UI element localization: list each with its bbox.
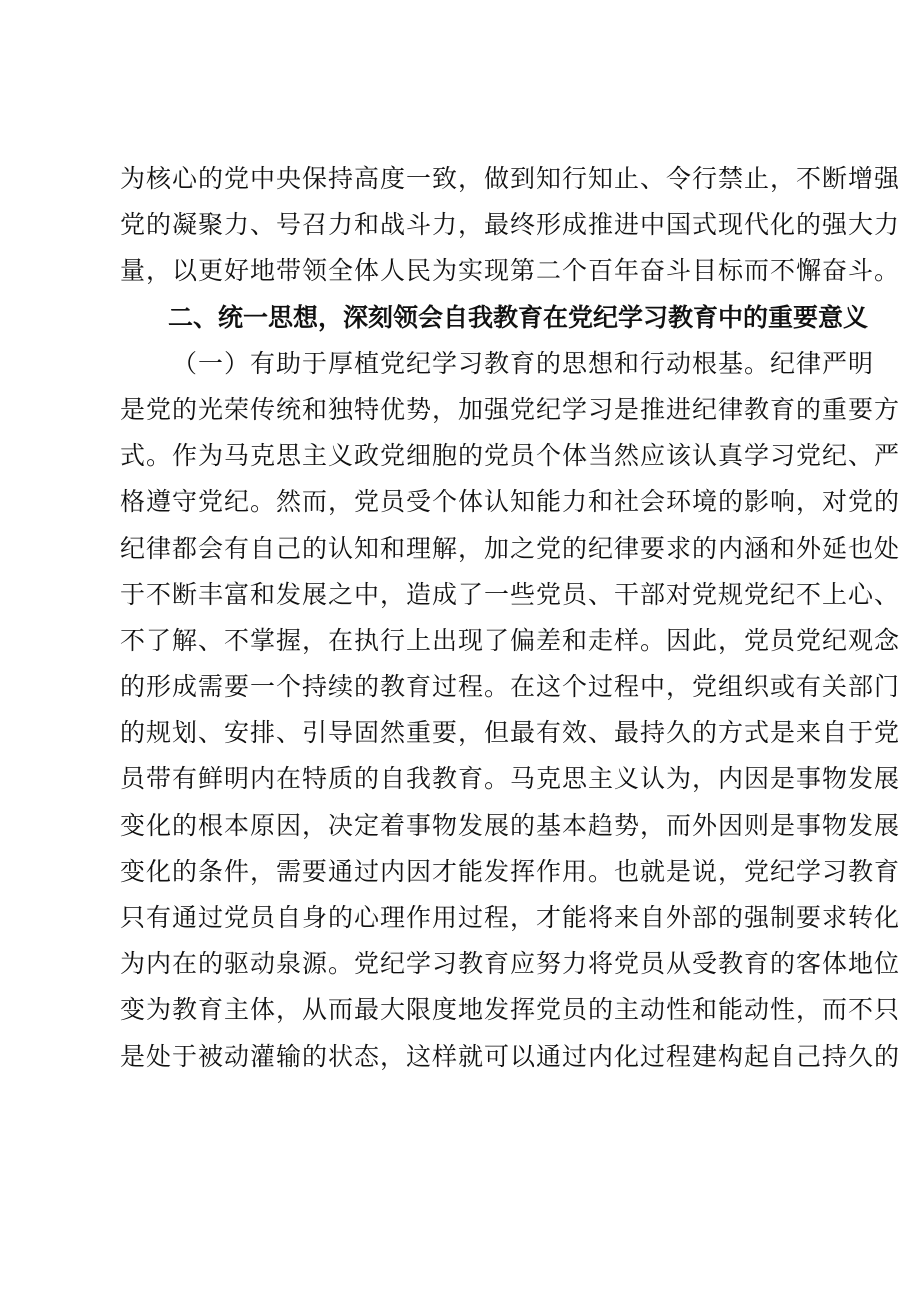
paragraph-line: 不了解、不掌握，在执行上出现了偏差和走样。因此，党员党纪观念 [120, 625, 901, 655]
paragraph-line: 的形成需要一个持续的教育过程。在这个过程中，党组织或有关部门 [120, 672, 901, 702]
paragraph-line: 格遵守党纪。然而，党员受个体认知能力和社会环境的影响，对党的 [120, 487, 901, 517]
paragraph-line: 式。作为马克思主义政党细胞的党员个体当然应该认真学习党纪、严 [120, 441, 901, 471]
paragraph-line: 为核心的党中央保持高度一致，做到知行知止、令行禁止，不断增强 [120, 164, 901, 193]
paragraph-line: 于不断丰富和发展之中，造成了一些党员、干部对党规党纪不上心、 [120, 579, 901, 609]
paragraph-line: 变为教育主体，从而最大限度地发挥党员的主动性和能动性，而不只 [120, 995, 901, 1025]
paragraph-line: 是处于被动灌输的状态，这样就可以通过内化过程建构起自己持久的 [120, 1041, 901, 1071]
paragraph-line: 员带有鲜明内在特质的自我教育。马克思主义认为，内因是事物发展 [120, 764, 901, 794]
paragraph-line: 只有通过党员自身的心理作用过程，才能将来自外部的强制要求转化 [120, 903, 901, 932]
paragraph-line: 为内在的驱动泉源。党纪学习教育应努力将党员从受教育的客体地位 [120, 949, 901, 979]
section-heading: 二、统一思想，深刻领会自我教育在党纪学习教育中的重要意义 [168, 302, 869, 332]
document-body [120, 156, 901, 1080]
paragraph-line: 的规划、安排、引导固然重要，但最有效、最持久的方式是来自于党 [120, 718, 901, 748]
paragraph-line: 纪律都会有自己的认知和理解，加之党的纪律要求的内涵和外延也处 [120, 533, 901, 563]
paragraph-line: 量，以更好地带领全体人民为实现第二个百年奋斗目标而不懈奋斗。 [120, 256, 901, 286]
subsection-heading-line: （一）有助于厚植党纪学习教育的思想和行动根基。纪律严明 [172, 348, 875, 378]
paragraph-line: 是党的光荣传统和独特优势，加强党纪学习是推进纪律教育的重要方 [120, 394, 901, 424]
paragraph-line: 党的凝聚力、号召力和战斗力，最终形成推进中国式现代化的强大力 [120, 210, 901, 240]
paragraph-line: 变化的根本原因，决定着事物发展的基本趋势，而外因则是事物发展 [120, 810, 901, 840]
paragraph-line: 变化的条件，需要通过内因才能发挥作用。也就是说，党纪学习教育 [120, 856, 901, 886]
